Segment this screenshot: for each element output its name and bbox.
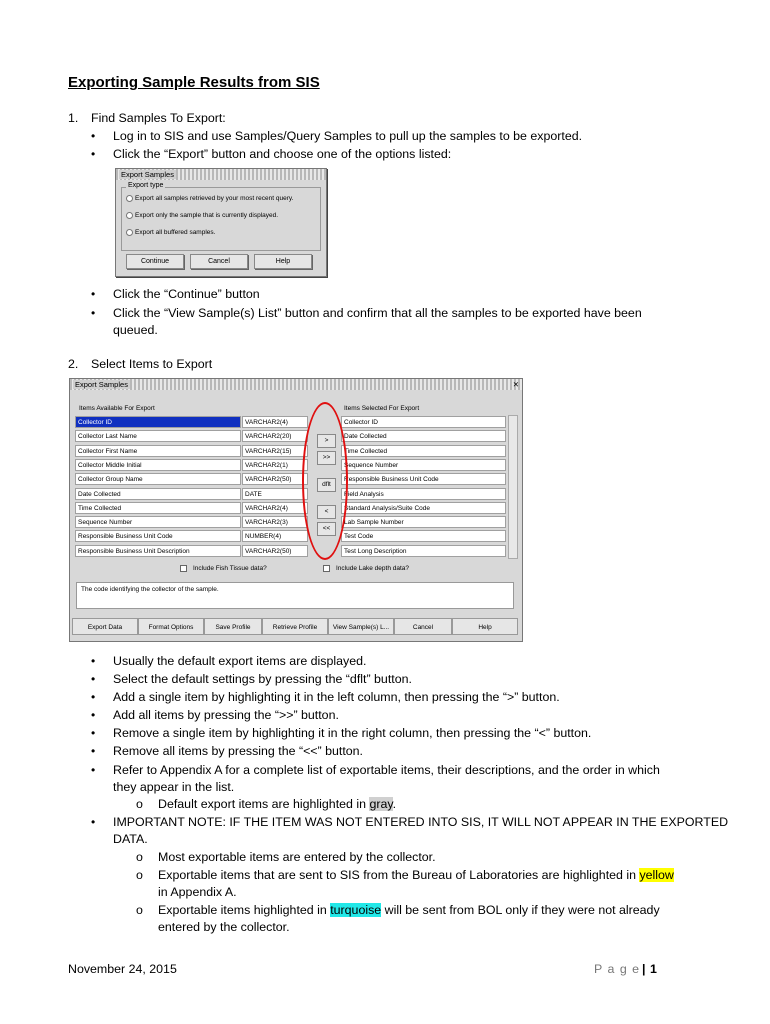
selected-item[interactable]: Standard Analysis/Suite Code <box>341 502 506 514</box>
bullet-marker: • <box>91 708 96 722</box>
bullet-text: Usually the default export items are displayed. <box>113 654 367 668</box>
selected-items-header: Items Selected For Export <box>344 405 420 412</box>
step-number: 2. <box>68 357 79 371</box>
bullet-marker: • <box>91 287 96 301</box>
selected-item[interactable]: Time Collected <box>341 445 506 457</box>
bullet-text: Select the default settings by pressing the “dflt” button. <box>113 672 412 686</box>
available-item-type: VARCHAR2(20) <box>242 430 308 442</box>
available-item-type: DATE <box>242 488 308 500</box>
remove-all-button[interactable]: << <box>317 522 336 536</box>
remove-one-button[interactable]: < <box>317 505 336 519</box>
bullet-marker: • <box>91 147 96 161</box>
sub-bullet-text <box>158 902 660 919</box>
checkbox-label: Include Lake depth data? <box>336 565 410 573</box>
close-icon[interactable]: ✕ <box>512 380 519 389</box>
continue-button[interactable]: Continue <box>126 254 184 269</box>
available-item-type: VARCHAR2(15) <box>242 445 308 457</box>
bullet-marker: • <box>91 306 96 320</box>
fish-tissue-checkbox[interactable] <box>180 565 267 572</box>
bullet-marker: • <box>91 815 96 829</box>
highlight-yellow: yellow <box>639 868 674 882</box>
bullet-text: Refer to Appendix A for a complete list of exportable items, their descriptions, and the order in which <box>113 763 660 777</box>
text-part: Default export items are highlighted in <box>158 797 370 811</box>
bullet-text: Click the “Export” button and choose one of the options listed: <box>113 147 452 161</box>
bullet-text: Log in to SIS and use Samples/Query Samples to pull up the samples to be exported. <box>113 129 583 143</box>
cancel-button[interactable]: Cancel <box>394 618 452 635</box>
available-item-name[interactable]: Responsible Business Unit Description <box>75 545 241 557</box>
checkbox-icon <box>180 565 187 572</box>
available-item-type: VARCHAR2(50) <box>242 545 308 557</box>
available-item-name[interactable]: Collector First Name <box>75 445 241 457</box>
add-one-button[interactable]: > <box>317 434 336 448</box>
available-item-type: VARCHAR2(4) <box>242 502 308 514</box>
highlight-gray: gray <box>369 797 393 811</box>
radio-icon <box>126 212 133 219</box>
checkbox-icon <box>323 565 330 572</box>
bullet-text: Remove a single item by highlighting it in the right column, then pressing the “<” button. <box>113 726 592 740</box>
format-options-button[interactable]: Format Options <box>138 618 204 635</box>
sub-bullet-text-cont: entered by the collector. <box>158 920 290 934</box>
sub-bullet-text <box>158 796 396 813</box>
bullet-text-cont: they appear in the list. <box>113 780 235 794</box>
bullet-marker: • <box>91 654 96 668</box>
export-type-dialog <box>115 168 327 277</box>
retrieve-profile-button[interactable]: Retrieve Profile <box>262 618 328 635</box>
bullet-marker: • <box>91 672 96 686</box>
radio-label: Export all buffered samples. <box>135 229 216 237</box>
dialog-titlebar <box>70 379 522 390</box>
bullet-text: Click the “View Sample(s) List” button and confirm that all the samples to be exported have been <box>113 306 642 320</box>
selected-item[interactable]: Field Analysis <box>341 488 506 500</box>
text-part: will be sent from BOL only if they were not already <box>381 903 660 917</box>
text-part: . <box>392 797 397 811</box>
selected-item[interactable]: Sequence Number <box>341 459 506 471</box>
selected-item[interactable]: Test Long Description <box>341 545 506 557</box>
available-item-name[interactable]: Time Collected <box>75 502 241 514</box>
view-samples-list-button[interactable]: View Sample(s) L... <box>328 618 394 635</box>
available-item-name[interactable]: Collector Last Name <box>75 430 241 442</box>
radio-label: Export only the sample that is currently displayed. <box>135 212 279 220</box>
dialog-title: Export Samples <box>121 170 174 179</box>
cancel-button[interactable]: Cancel <box>190 254 248 269</box>
footer-date: November 24, 2015 <box>68 962 177 976</box>
important-note-cont: DATA. <box>113 832 148 846</box>
bullet-marker: • <box>91 763 96 777</box>
highlight-turquoise: turquoise <box>330 903 382 917</box>
sub-bullet-marker: o <box>136 868 143 882</box>
dialog-title: Export Samples <box>75 380 128 389</box>
radio-option-all[interactable] <box>126 195 293 202</box>
red-highlight-oval <box>302 402 348 560</box>
bullet-text: Add all items by pressing the “>>” button. <box>113 708 339 722</box>
available-item-name[interactable]: Sequence Number <box>75 516 241 528</box>
radio-icon <box>126 229 133 236</box>
bullet-text: Click the “Continue” button <box>113 287 260 301</box>
lake-depth-checkbox[interactable] <box>323 565 409 572</box>
bullet-text: Remove all items by pressing the “<<” button. <box>113 744 363 758</box>
dialog-titlebar <box>116 169 326 180</box>
text-part: Exportable items that are sent to SIS from the Bureau of Laboratories are highlighted in <box>158 868 640 882</box>
document-title: Exporting Sample Results from SIS <box>68 74 320 91</box>
radio-option-buffered[interactable] <box>126 229 215 236</box>
default-button[interactable]: dflt <box>317 478 336 492</box>
available-item-type: NUMBER(4) <box>242 530 308 542</box>
available-item-name[interactable]: Date Collected <box>75 488 241 500</box>
selected-item[interactable]: Responsible Business Unit Code <box>341 473 506 485</box>
export-data-button[interactable]: Export Data <box>72 618 138 635</box>
text-part: Exportable items highlighted in <box>158 903 331 917</box>
export-samples-dialog <box>69 378 523 642</box>
bullet-marker: • <box>91 726 96 740</box>
available-item-name[interactable]: Collector Group Name <box>75 473 241 485</box>
help-button[interactable]: Help <box>254 254 312 269</box>
radio-icon <box>126 195 133 202</box>
important-note: IMPORTANT NOTE: IF THE ITEM WAS NOT ENTERED INTO SIS, IT WILL NOT APPEAR IN THE EXPORTED <box>113 815 729 829</box>
item-description-field[interactable]: The code identifying the collector of the sample. <box>76 582 514 609</box>
footer-page-number: 1 <box>650 962 657 976</box>
bullet-marker: • <box>91 690 96 704</box>
add-all-button[interactable]: >> <box>317 451 336 465</box>
available-item-name[interactable]: Responsible Business Unit Code <box>75 530 241 542</box>
sub-bullet-marker: o <box>136 797 143 811</box>
bullet-text: Add a single item by highlighting it in the left column, then pressing the “>” button. <box>113 690 560 704</box>
group-label: Export type <box>128 182 164 189</box>
step-number: 1. <box>68 111 79 125</box>
sub-bullet-text <box>158 867 674 884</box>
available-item-type: VARCHAR2(3) <box>242 516 308 528</box>
sub-bullet-text: Most exportable items are entered by the collector. <box>158 850 436 864</box>
bullet-marker: • <box>91 129 96 143</box>
radio-option-current[interactable] <box>126 212 278 219</box>
sub-bullet-marker: o <box>136 903 143 917</box>
selected-item[interactable]: Collector ID <box>341 416 506 428</box>
available-item-type: VARCHAR2(50) <box>242 473 308 485</box>
sub-bullet-text-cont: in Appendix A. <box>158 885 237 899</box>
step-heading: Select Items to Export <box>91 357 213 371</box>
footer-page-label: P a g e <box>594 962 641 976</box>
selected-item[interactable]: Date Collected <box>341 430 506 442</box>
selected-item[interactable]: Test Code <box>341 530 506 542</box>
available-item-type: VARCHAR2(4) <box>242 416 308 428</box>
available-item-type: VARCHAR2(1) <box>242 459 308 471</box>
available-item-name[interactable]: Collector Middle Initial <box>75 459 241 471</box>
sub-bullet-marker: o <box>136 850 143 864</box>
footer-separator: | <box>642 962 646 976</box>
available-items-header: Items Available For Export <box>79 405 155 412</box>
selected-item[interactable]: Lab Sample Number <box>341 516 506 528</box>
bullet-marker: • <box>91 744 96 758</box>
radio-label: Export all samples retrieved by your most recent query. <box>135 195 294 203</box>
help-button[interactable]: Help <box>452 618 518 635</box>
scrollbar[interactable] <box>508 415 518 559</box>
available-item-name[interactable]: Collector ID <box>75 416 241 428</box>
checkbox-label: Include Fish Tissue data? <box>193 565 267 573</box>
save-profile-button[interactable]: Save Profile <box>204 618 262 635</box>
step-heading: Find Samples To Export: <box>91 111 226 125</box>
bullet-text-cont: queued. <box>113 323 158 337</box>
